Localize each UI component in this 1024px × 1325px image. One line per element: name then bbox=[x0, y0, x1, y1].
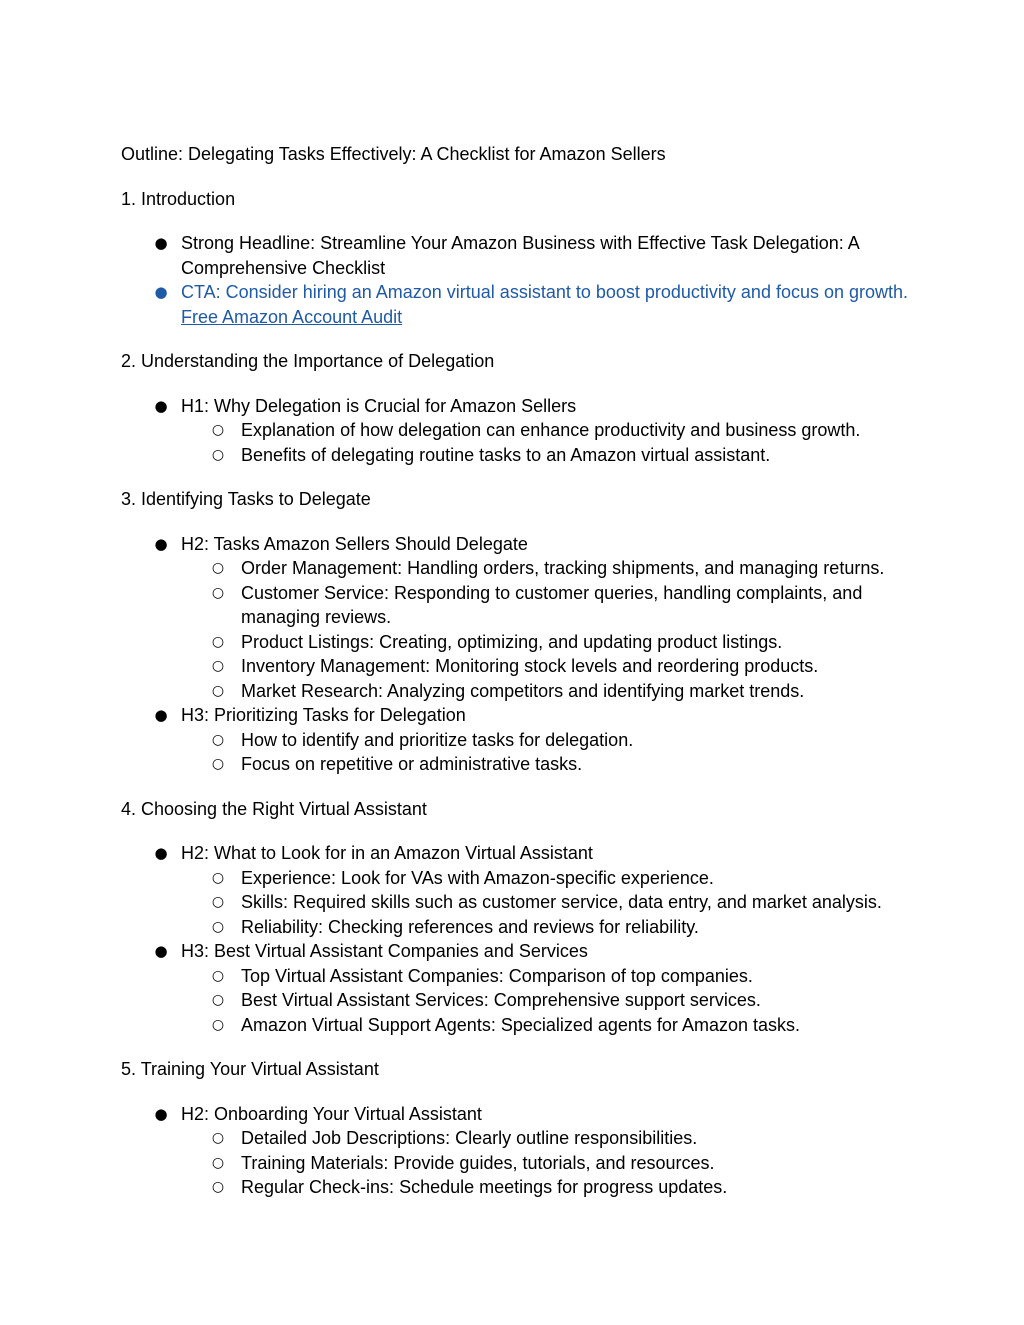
bullet-circle-icon: ○ bbox=[211, 633, 225, 650]
bullet-item-text: H1: Why Delegation is Crucial for Amazon Sellers bbox=[181, 395, 577, 416]
sub-bullet-item-text: Regular Check-ins: Schedule meetings for progress updates. bbox=[241, 1177, 728, 1197]
bullet-circle-icon: ○ bbox=[211, 422, 225, 438]
sub-bullet-item-text: Skills: Required skills such as customer service, data entry, and market analysis. bbox=[241, 892, 882, 912]
sub-bullet-item bbox=[121, 630, 911, 655]
bullet-dot-icon: ● bbox=[154, 234, 168, 252]
bullet-circle-icon: ○ bbox=[211, 731, 225, 748]
bullet-circle-icon: ○ bbox=[211, 682, 225, 699]
sub-bullet-item bbox=[121, 988, 911, 1013]
outline-sections bbox=[121, 187, 911, 1200]
bullet-item bbox=[121, 841, 911, 866]
bullet-circle-icon: ○ bbox=[211, 1130, 225, 1146]
section-heading: 3. Identifying Tasks to Delegate bbox=[121, 489, 371, 509]
bullet-dot-icon: ● bbox=[154, 283, 168, 301]
sub-bullet-item bbox=[121, 679, 911, 704]
bullet-circle-icon: ○ bbox=[211, 967, 225, 984]
sub-bullet-item bbox=[121, 890, 911, 915]
sub-bullet-item-text: Reliability: Checking references and reviews for reliability. bbox=[241, 916, 699, 937]
sub-bullet-item bbox=[121, 752, 911, 777]
sub-bullet-item-text: Best Virtual Assistant Services: Comprehensive support services. bbox=[241, 990, 761, 1010]
cta-bullet-item bbox=[121, 280, 911, 329]
bullet-dot-icon: ● bbox=[154, 942, 168, 960]
bullet-item bbox=[121, 939, 911, 964]
sub-bullet-item bbox=[121, 556, 911, 581]
bullet-dot-icon: ● bbox=[154, 706, 168, 724]
bullet-item bbox=[121, 1102, 911, 1127]
sub-bullet-item-text: Benefits of delegating routine tasks to an Amazon virtual assistant. bbox=[241, 444, 771, 465]
sub-bullet-item-text: Product Listings: Creating, optimizing, and updating product listings. bbox=[241, 631, 783, 652]
bullet-circle-icon: ○ bbox=[211, 918, 225, 935]
bullet-circle-icon: ○ bbox=[211, 1179, 225, 1195]
bullet-circle-icon: ○ bbox=[211, 894, 225, 910]
sub-bullet-item bbox=[121, 728, 911, 753]
sub-bullet-item-text: Customer Service: Responding to customer queries, handling complaints, and managing reviews. bbox=[241, 582, 863, 627]
bullet-circle-icon: ○ bbox=[211, 1154, 225, 1171]
section-heading: 4. Choosing the Right Virtual Assistant bbox=[121, 798, 427, 819]
sub-bullet-item-text: Inventory Management: Monitoring stock levels and reordering products. bbox=[241, 656, 819, 676]
bullet-circle-icon: ○ bbox=[211, 992, 225, 1008]
bullet-item-text: H3: Best Virtual Assistant Companies and Services bbox=[181, 941, 588, 961]
bullet-circle-icon: ○ bbox=[211, 658, 225, 674]
document-title: Outline: Delegating Tasks Effectively: A Checklist for Amazon Sellers bbox=[121, 144, 666, 164]
sub-bullet-item-text: Explanation of how delegation can enhance productivity and business growth. bbox=[241, 420, 861, 440]
sub-bullet-item bbox=[121, 418, 911, 443]
sub-bullet-item bbox=[121, 1126, 911, 1151]
sub-bullet-item-text: Focus on repetitive or administrative tasks. bbox=[241, 754, 583, 774]
sub-bullet-item-text: Experience: Look for VAs with Amazon-specific experience. bbox=[241, 867, 714, 888]
sub-bullet-item bbox=[121, 654, 911, 679]
bullet-item-text: H2: Tasks Amazon Sellers Should Delegate bbox=[181, 533, 528, 554]
bullet-dot-icon: ● bbox=[154, 396, 168, 415]
bullet-circle-icon: ○ bbox=[211, 756, 225, 772]
bullet-item-text: H3: Prioritizing Tasks for Delegation bbox=[181, 705, 466, 725]
sub-bullet-item-text: Amazon Virtual Support Agents: Specialized agents for Amazon tasks. bbox=[241, 1014, 800, 1035]
sub-bullet-item bbox=[121, 1013, 911, 1038]
bullet-item-text: Strong Headline: Streamline Your Amazon Business with Effective Task Delegation: A Comprehensive Checklist bbox=[181, 233, 859, 278]
sub-bullet-item bbox=[121, 443, 911, 468]
sub-bullet-item-text: Detailed Job Descriptions: Clearly outline responsibilities. bbox=[241, 1128, 698, 1148]
sub-bullet-item bbox=[121, 866, 911, 891]
bullet-circle-icon: ○ bbox=[211, 869, 225, 886]
sub-bullet-item-text: Training Materials: Provide guides, tutorials, and resources. bbox=[241, 1152, 715, 1173]
bullet-item bbox=[121, 394, 911, 419]
sub-bullet-item-text: Order Management: Handling orders, tracking shipments, and managing returns. bbox=[241, 558, 885, 578]
bullet-item-text: H2: Onboarding Your Virtual Assistant bbox=[181, 1103, 482, 1124]
bullet-circle-icon: ○ bbox=[211, 1016, 225, 1033]
bullet-item-text: CTA: Consider hiring an Amazon virtual assistant to boost productivity and focus on growth. bbox=[181, 282, 909, 302]
bullet-dot-icon: ● bbox=[154, 1104, 168, 1123]
bullet-circle-icon: ○ bbox=[211, 584, 225, 601]
sub-bullet-item bbox=[121, 1151, 911, 1176]
bullet-item bbox=[121, 703, 911, 728]
bullet-dot-icon: ● bbox=[154, 844, 168, 862]
bullet-item-text: H2: What to Look for in an Amazon Virtual Assistant bbox=[181, 843, 593, 863]
sub-bullet-item bbox=[121, 581, 911, 630]
section-heading: 5. Training Your Virtual Assistant bbox=[121, 1059, 379, 1079]
bullet-dot-icon: ● bbox=[154, 534, 168, 553]
sub-bullet-item bbox=[121, 964, 911, 989]
section-heading: 1. Introduction bbox=[121, 188, 236, 209]
bullet-item bbox=[121, 532, 911, 557]
bullet-circle-icon: ○ bbox=[211, 560, 225, 576]
outline-document bbox=[121, 142, 911, 1200]
bullet-circle-icon: ○ bbox=[211, 446, 225, 463]
sub-bullet-item-text: How to identify and prioritize tasks for delegation. bbox=[241, 729, 634, 750]
free-audit-link[interactable]: Free Amazon Account Audit bbox=[181, 306, 403, 327]
section-heading: 2. Understanding the Importance of Delegation bbox=[121, 351, 495, 371]
sub-bullet-item bbox=[121, 915, 911, 940]
sub-bullet-item-text: Top Virtual Assistant Companies: Comparison of top companies. bbox=[241, 965, 753, 986]
sub-bullet-item bbox=[121, 1175, 911, 1200]
sub-bullet-item-text: Market Research: Analyzing competitors and identifying market trends. bbox=[241, 680, 805, 701]
bullet-item bbox=[121, 231, 911, 280]
